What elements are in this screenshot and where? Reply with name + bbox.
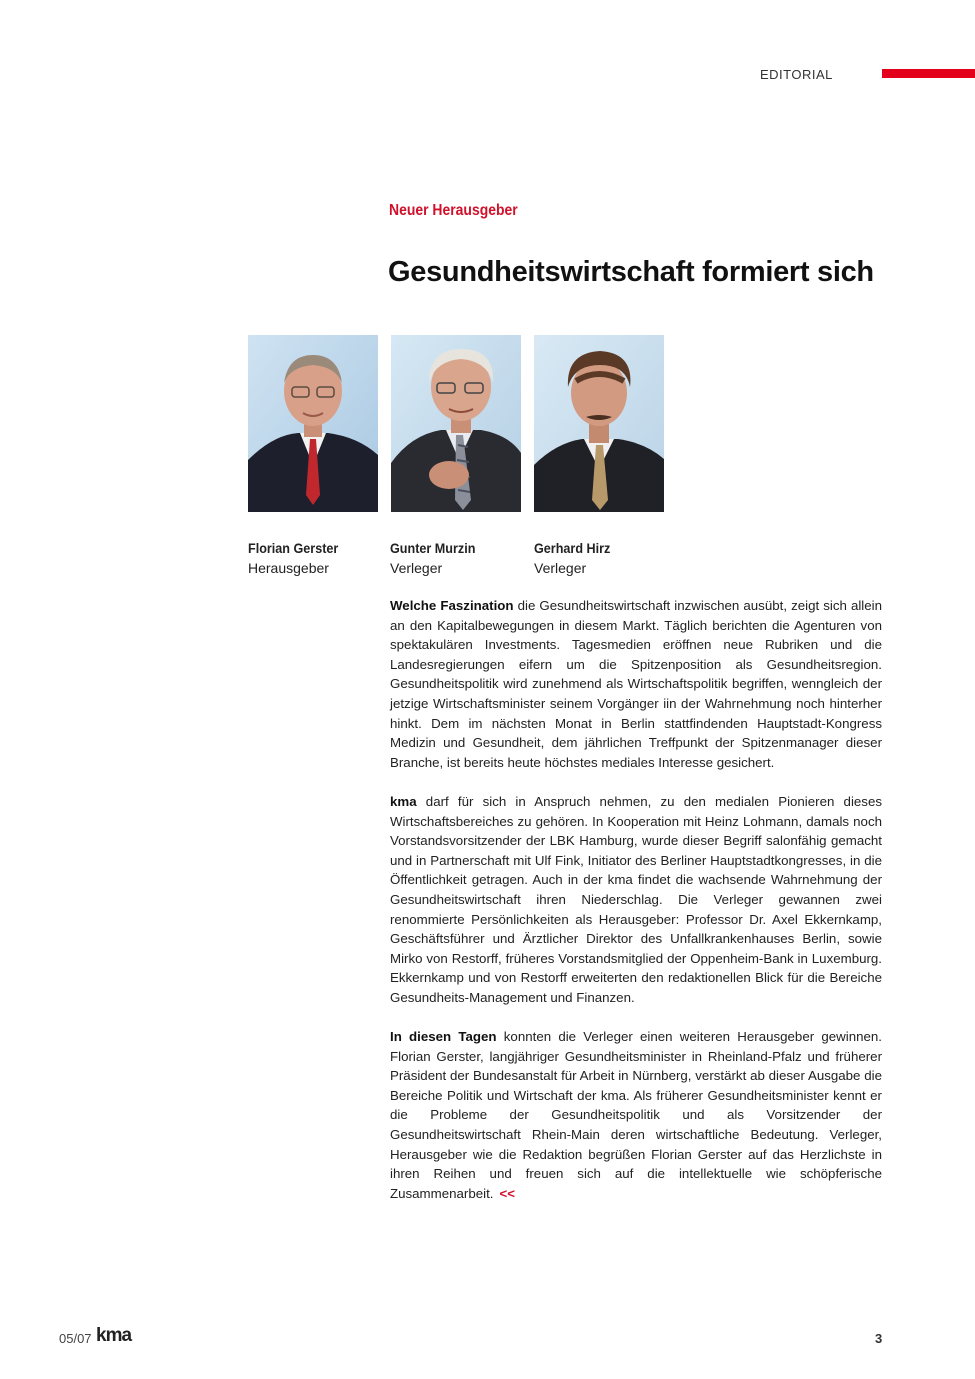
article-kicker: Neuer Herausgeber bbox=[389, 202, 518, 219]
section-label: EDITORIAL bbox=[760, 67, 833, 82]
page-number: 3 bbox=[875, 1331, 883, 1346]
article-body bbox=[390, 596, 882, 1223]
section-accent-bar bbox=[882, 69, 975, 78]
person-caption bbox=[390, 538, 485, 578]
person-role: Verleger bbox=[534, 560, 587, 576]
paragraph-lead: kma bbox=[390, 793, 417, 809]
person-role: Verleger bbox=[390, 560, 443, 576]
person-name: Gunter Murzin bbox=[390, 540, 476, 556]
person-role: Herausgeber bbox=[248, 560, 329, 576]
paragraph-lead: Welche Faszination bbox=[390, 598, 514, 613]
kma-logo: kma bbox=[96, 1325, 132, 1346]
paragraph-text: konnten die Verleger einen weiteren Herausgeber gewinnen. Florian Gerster, langjähriger Gesundheitsminister in Rheinland-Pfalz und früherer Präsident der Bundesanstalt für Arbeit in Nürnberg, verstärkt ab dieser Ausgabe die Bereiche Politik und Wirtschaft der kma. Als früherer Gesundheitsminister kennt er die Probleme der Gesundheitspolitik und als Vorsitzender der Gesundheitswirtschaft Rhein-Main deren wirtschaftliche Bedeutung. Verleger, Herausgeber wie die Redaktion begrüßen Florian Gerster auf das Herzlichste in ihren Reihen und freuen sich auf die intellektuelle wie schöpferische Zusammenarbeit. bbox=[390, 1029, 882, 1201]
article-paragraph bbox=[390, 596, 882, 772]
person-name: Gerhard Hirz bbox=[534, 540, 611, 556]
paragraph-text: die Gesundheitswirtschaft inzwischen ausübt, zeigt sich allein an den Kapitalbewegungen in diesem Markt. Täglich berichten die Agenturen von spektakulären Investments. Tagesmedien eröffnen neue Rubriken und die Landesregierungen eifern um die Spitzenposition als Gesundheitsregion. Gesundheitspolitik wird zunehmend als Wirtschaftspolitik begriffen, wenngleich der jetzige Wirtschaftsminister seinem Vorgänger iin der Wahrnehmung noch hinterher hinkt. Dem im nächsten Monat in Berlin stattfindenden Hauptstadt-Kongress Medizin und Gesundheit, dem jährlichen Treffpunkt der Spitzenmanager dieser Branche, ist bereits heute höchstes mediales Interesse gesichert. bbox=[390, 598, 882, 770]
footer-issue-number: 05/07 bbox=[59, 1331, 92, 1346]
article-paragraph bbox=[390, 1027, 882, 1203]
person-caption bbox=[534, 538, 619, 578]
person-caption bbox=[248, 538, 348, 578]
paragraph-text: darf für sich in Anspruch nehmen, zu den medialen Pionieren dieses Wirtschaftsbereiches zu gehören. In Kooperation mit Heinz Lohmann, damals noch Vorstandsvorsitzender der LBK Hamburg, wurde dieser Begriff salonfähig gemacht und in Partnerschaft mit Ulf Fink, Initiator des Berliner Hauptstadtkongresses, in die Öffentlichkeit getragen. Auch in der kma findet die wachsende Wahrnehmung der Gesundheitswirtschaft ihren Niederschlag. Die Verleger gewannen zwei renommierte Persönlichkeiten als Herausgeber: Professor Dr. Axel Ekkernkamp, Geschäftsführer und Ärztlicher Direktor des Unfallkrankenhauses Berlin, sowie Mirko von Restorff, früheres Vorstandsmitglied der Oppenheim-Bank in Luxemburg. Ekkernkamp und von Restorff erweiterten den redaktionellen Blick für die Bereiche Gesundheits-Management und Finanzen. bbox=[390, 793, 882, 1005]
person-name: Florian Gerster bbox=[248, 540, 339, 556]
paragraph-lead: In diesen Tagen bbox=[390, 1029, 497, 1045]
portrait-photo-florian-gerster bbox=[248, 335, 378, 512]
portrait-photo-gunter-murzin bbox=[391, 335, 521, 512]
end-mark: << bbox=[499, 1185, 515, 1201]
article-paragraph bbox=[390, 792, 882, 1008]
portrait-photo-gerhard-hirz bbox=[534, 335, 664, 512]
article-title: Gesundheitswirtschaft formiert sich bbox=[388, 256, 874, 288]
